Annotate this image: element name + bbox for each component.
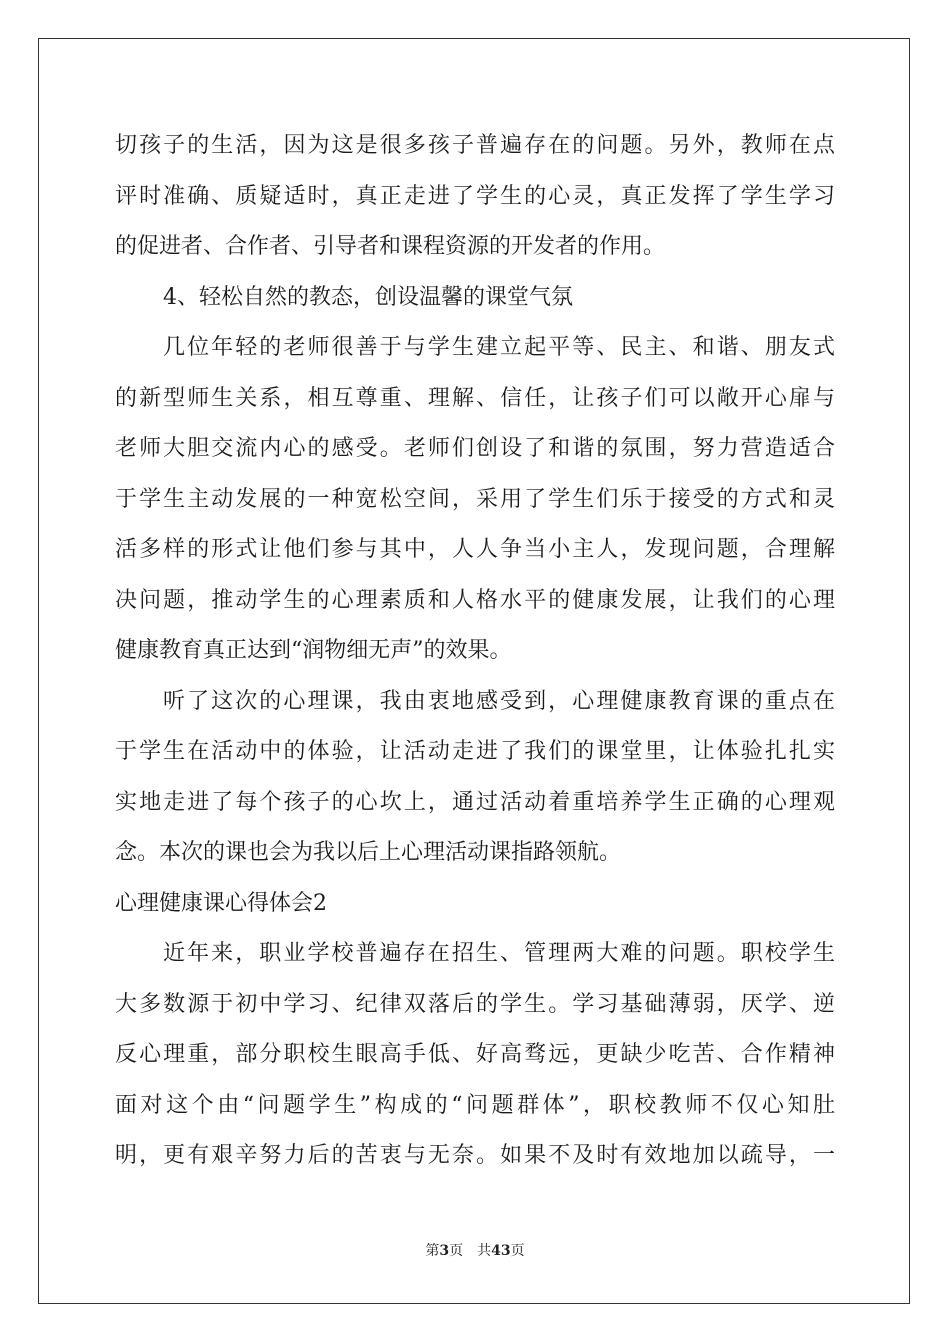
text-line: 实地走进了每个孩子的心坎上，通过活动着重培养学生正确的心理观 [115,789,835,815]
text-line: 评时准确、质疑适时，真正走进了学生的心灵，真正发挥了学生学习 [115,183,835,209]
text-line: 的新型师生关系，相互尊重、理解、信任，让孩子们可以敞开心扉与 [115,385,835,411]
text-line: 于学生主动发展的一种宽松空间，采用了学生们乐于接受的方式和灵 [115,486,835,512]
text-line: 的促进者、合作者、引导者和课程资源的开发者的作用。 [115,234,666,259]
text-line: 近年来，职业学校普遍存在招生、管理两大难的问题。职校学生 [163,941,835,966]
document-body [115,126,835,1187]
text-line: 健康教育真正达到“润物细无声”的效果。 [115,638,512,663]
page-current: 3 [439,1243,450,1259]
page-footer [0,1240,950,1260]
text-line: 切孩子的生活，因为这是很多孩子普遍存在的问题。另外，教师在点 [115,133,835,158]
text-line: 于学生在活动中的体验，让活动走进了我们的课堂里，让体验扎扎实 [115,739,835,764]
text-line: 几位年轻的老师很善于与学生建立起平等、民主、和谐、朋友式 [163,335,835,360]
page-suffix: 页 [510,1243,525,1259]
text-line: 念。本次的课也会为我以后上心理活动课指路领航。 [115,840,622,865]
page-prefix: 第 [425,1243,440,1259]
text-line: 决问题，推动学生的心理素质和人格水平的健康发展，让我们的心理 [115,587,835,613]
page-mid: 页 共 [449,1243,492,1259]
text-line: 面对这个由“问题学生”构成的“问题群体”，职校教师不仅心知肚 [115,1092,835,1118]
text-line: 听了这次的心理课，我由衷地感受到，心理健康教育课的重点在 [163,688,835,714]
text-line: 大多数源于初中学习、纪律双落后的学生。学习基础薄弱，厌学、逆 [115,991,835,1017]
section-heading: 4、轻松自然的教态，创设温馨的课堂气氛 [163,284,573,310]
page-total: 43 [491,1243,511,1259]
text-line: 老师大胆交流内心的感受。老师们创设了和谐的氛围，努力营造适合 [115,436,835,461]
text-line: 明，更有艰辛努力后的苦衷与无奈。如果不及时有效地加以疏导，一 [115,1143,835,1168]
article-title: 心理健康课心得体会2 [115,890,327,916]
text-line: 反心理重，部分职校生眼高手低、好高骛远，更缺少吃苦、合作精神 [115,1042,835,1067]
text-line: 活多样的形式让他们参与其中，人人争当小主人，发现问题，合理解 [115,537,835,562]
